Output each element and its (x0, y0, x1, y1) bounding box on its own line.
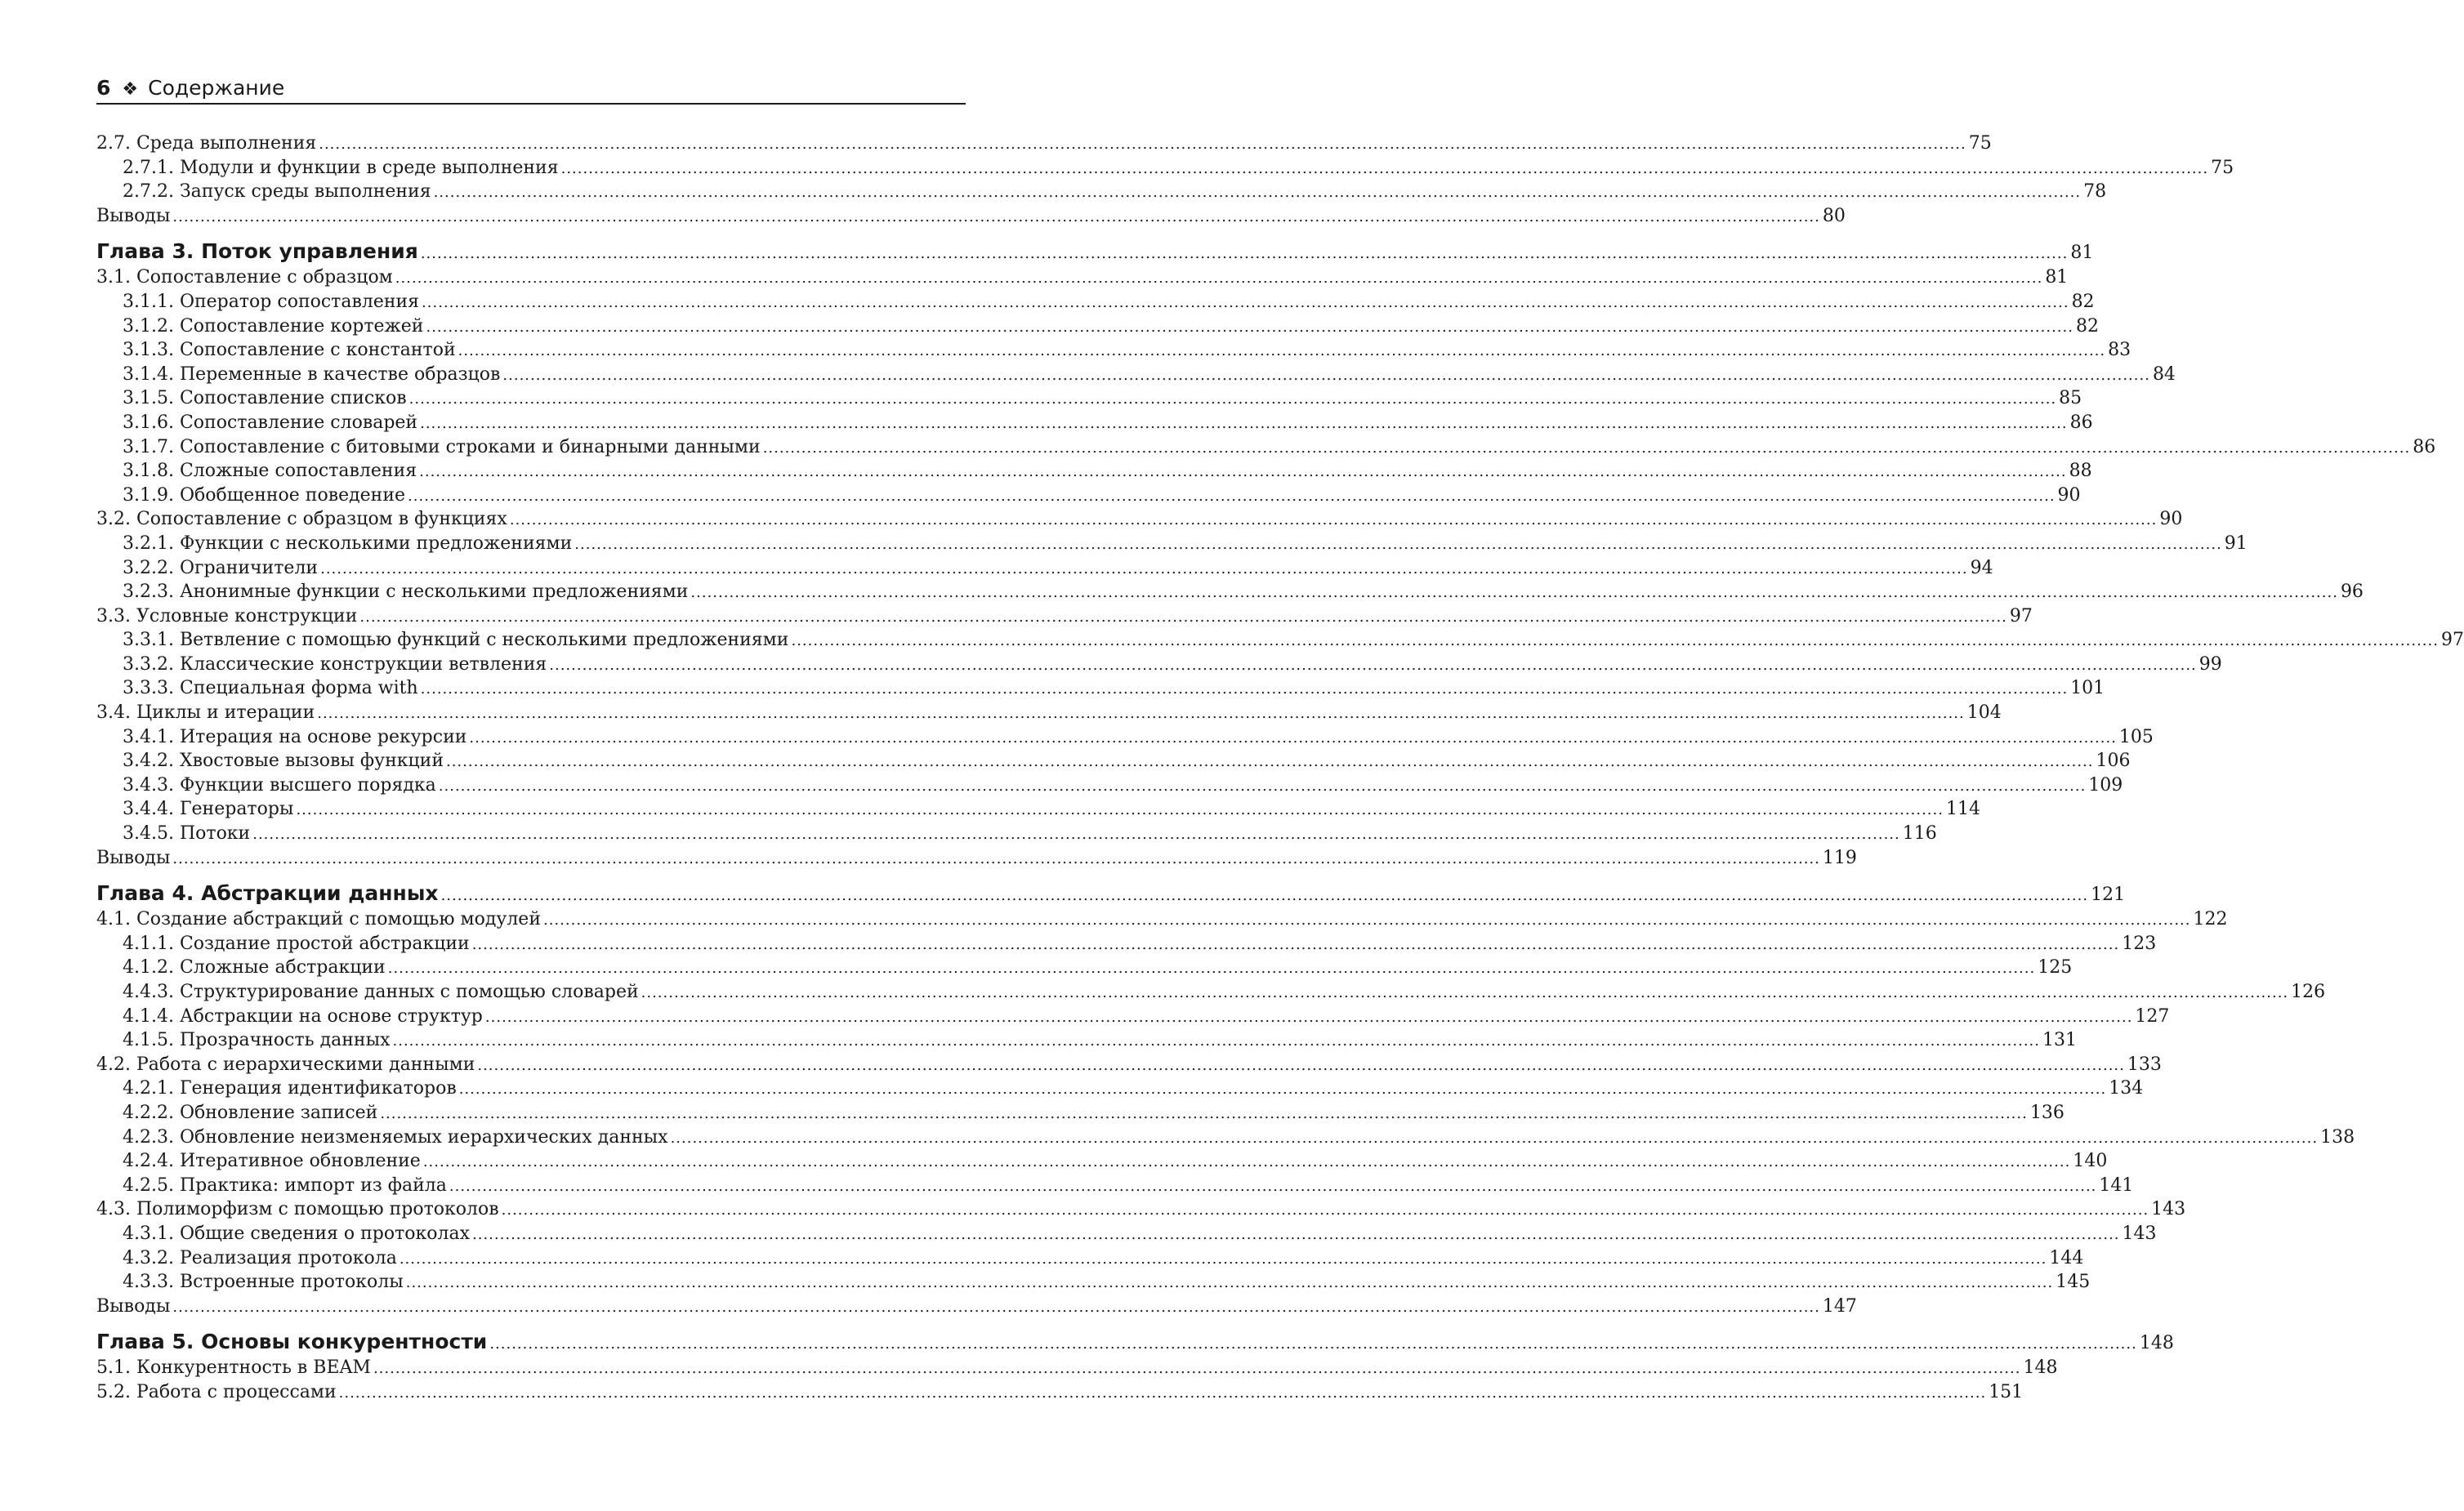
toc-entry-page: 138 (2320, 1126, 2355, 1148)
toc-entry-page: 126 (2291, 982, 2326, 1002)
toc-entry-page: 81 (2070, 243, 2094, 264)
toc-entry-title: Выводы (96, 1295, 171, 1317)
toc-entry-title: 2.7. Среда выполнения (96, 133, 317, 154)
toc-entry (96, 1246, 2084, 1271)
toc-entry-title: 4.1.1. Создание простой абстракции (123, 933, 470, 954)
toc-entry-title: 3.4.1. Итерация на основе рекурсии (123, 726, 467, 747)
toc-entry-page: 85 (2059, 388, 2082, 409)
toc-dot-leader: ............................................................................................................................................................................................................................................................................................................ (489, 1335, 2137, 1353)
toc-entry-page: 123 (2122, 933, 2157, 954)
toc-dot-leader: ............................................................................................................................................................................................................................................................................................................ (690, 584, 2338, 602)
toc-entry (96, 314, 2099, 339)
toc-dot-leader: ............................................................................................................................................................................................................................................................................................................ (422, 1153, 2071, 1171)
toc-entry-title: 4.3.1. Общие сведения о протоколах (123, 1223, 471, 1244)
toc-entry-title: 3.1.1. Оператор сопоставления (123, 291, 420, 312)
toc-dot-leader: ............................................................................................................................................................................................................................................................................................................ (172, 849, 1820, 867)
toc-dot-leader: ............................................................................................................................................................................................................................................................................................................ (320, 559, 1968, 577)
toc-entry-page: 78 (2083, 181, 2107, 203)
toc-entry-title: 3.3.3. Специальная форма with (123, 678, 418, 699)
toc-dot-leader: ............................................................................................................................................................................................................................................................................................................ (641, 984, 2289, 1001)
toc-entry-page: 105 (2118, 726, 2154, 747)
toc-entry (96, 435, 2436, 460)
toc-dot-leader: ............................................................................................................................................................................................................................................................................................................ (419, 463, 2067, 481)
toc-dot-leader: ............................................................................................................................................................................................................................................................................................................ (472, 1225, 2120, 1243)
toc-entry (96, 701, 2002, 725)
toc-entry-title: 3.3.1. Ветвление с помощью функций с несколькими предложениями (123, 630, 789, 651)
toc-dot-leader: ............................................................................................................................................................................................................................................................................................................ (420, 680, 2069, 698)
toc-entry-title: 4.1.5. Прозрачность данных (123, 1030, 391, 1051)
toc-entry-page: 104 (1966, 702, 2002, 724)
toc-entry (96, 822, 1937, 846)
toc-entry-page: 83 (2108, 340, 2131, 361)
toc-chapter-entry (96, 238, 2094, 265)
toc-entry-title: 4.2.4. Итеративное обновление (123, 1151, 421, 1172)
toc-entry-page: 127 (2135, 1005, 2170, 1027)
toc-entry-title: 4.4.3. Структурирование данных с помощью словарей (123, 982, 639, 1002)
toc-entry-page: 147 (1822, 1295, 1857, 1317)
toc-dot-leader: ............................................................................................................................................................................................................................................................................................................ (477, 1056, 2125, 1074)
toc-entry-title: 3.1.2. Сопоставление кортежей (123, 315, 424, 337)
running-head-title: Содержание (148, 76, 285, 100)
toc-entry (96, 484, 2081, 508)
toc-entry-title: 3.4.4. Генераторы (123, 799, 294, 820)
toc-entry (96, 1005, 2170, 1029)
toc-entry-page: 97 (2009, 605, 2033, 626)
toc-entry-title: 3.2.3. Анонимные функции с несколькими предложениями (123, 582, 689, 603)
toc-entry-title: 3.2.1. Функции с несколькими предложениями (123, 533, 573, 554)
toc-entry (96, 580, 2364, 604)
toc-entry-page: 119 (1822, 847, 1857, 868)
toc-entry (96, 1101, 2064, 1125)
toc-entry-title: 4.2. Работа с иерархическими данными (96, 1054, 475, 1075)
toc-dot-leader: ............................................................................................................................................................................................................................................................................................................ (762, 439, 2411, 457)
toc-entry-page: 121 (2091, 885, 2126, 906)
toc-dot-leader: ............................................................................................................................................................................................................................................................................................................ (502, 366, 2150, 384)
toc-entry-title: 4.2.1. Генерация идентификаторов (123, 1078, 457, 1099)
toc-entry (96, 290, 2095, 314)
toc-dot-leader: ............................................................................................................................................................................................................................................................................................................ (408, 390, 2057, 408)
toc-entry-page: 86 (2413, 436, 2436, 457)
toc-dot-leader: ............................................................................................................................................................................................................................................................................................................ (670, 1129, 2319, 1147)
toc-entry (96, 1380, 2024, 1405)
toc-entry-page: 84 (2152, 363, 2176, 385)
toc-entry-page: 90 (2159, 509, 2183, 530)
toc-dot-leader: ............................................................................................................................................................................................................................................................................................................ (405, 1274, 2054, 1292)
toc-entry (96, 265, 2069, 290)
toc-entry (96, 907, 2228, 932)
toc-dot-leader: ............................................................................................................................................................................................................................................................................................................ (380, 1104, 2028, 1122)
toc-entry-title: 4.1. Создание абстракций с помощью модулей (96, 909, 541, 930)
toc-dot-leader: ............................................................................................................................................................................................................................................................................................................ (387, 960, 2036, 978)
toc-entry-page: 125 (2038, 957, 2073, 978)
toc-entry-title: 4.2.2. Обновление записей (123, 1102, 378, 1123)
toc-dot-leader: ............................................................................................................................................................................................................................................................................................................ (458, 1081, 2107, 1099)
toc-dot-leader: ............................................................................................................................................................................................................................................................................................................ (172, 1298, 1820, 1316)
toc-entry-page: 143 (2151, 1199, 2186, 1220)
toc-entry-title: 3.4.2. Хвостовые вызовы функций (123, 751, 444, 772)
toc-entry-page: 148 (2023, 1357, 2058, 1379)
toc-dot-leader: ............................................................................................................................................................................................................................................................................................................ (373, 1360, 2021, 1378)
toc-dot-leader: ............................................................................................................................................................................................................................................................................................................ (426, 318, 2073, 336)
toc-entry-title: 4.3.2. Реализация протокола (123, 1247, 397, 1268)
toc-entry (96, 131, 1992, 156)
toc-entry-page: 145 (2056, 1272, 2091, 1293)
toc-entry (96, 1125, 2355, 1150)
toc-entry (96, 363, 2176, 387)
toc-dot-leader: ............................................................................................................................................................................................................................................................................................................ (471, 935, 2120, 953)
toc-entry (96, 1197, 2186, 1222)
toc-entry-title: Выводы (96, 847, 171, 868)
toc-entry-page: 133 (2127, 1054, 2162, 1075)
toc-dot-leader: ............................................................................................................................................................................................................................................................................................................ (501, 1201, 2149, 1219)
toc-entry (96, 556, 1993, 581)
toc-entry (96, 749, 2131, 773)
toc-entry-page: 143 (2122, 1223, 2157, 1244)
toc-entry-title: 3.1. Сопоставление с образцом (96, 267, 393, 288)
toc-entry-title: 5.2. Работа с процессами (96, 1381, 337, 1402)
toc-entry-page: 144 (2049, 1247, 2084, 1268)
toc-entry-title: 3.4. Циклы и итерации (96, 702, 315, 724)
toc-dot-leader: ............................................................................................................................................................................................................................................................................................................ (549, 656, 2197, 674)
toc-entry-page: 151 (1989, 1381, 2024, 1402)
toc-entry-title: 4.2.3. Обновление неизменяемых иерархических данных (123, 1126, 668, 1148)
toc-entry-title: 3.4.5. Потоки (123, 823, 251, 845)
toc-entry-page: 90 (2057, 484, 2081, 506)
toc-entry-page: 148 (2139, 1333, 2174, 1354)
toc-entry-title: 4.3.3. Встроенные протоколы (123, 1272, 404, 1293)
toc-entry (96, 725, 2154, 750)
toc-entry-page: 75 (1968, 133, 1992, 154)
toc-entry (96, 156, 2234, 181)
toc-entry-page: 82 (2075, 315, 2099, 337)
toc-entry (96, 1270, 2091, 1295)
toc-dot-leader: ............................................................................................................................................................................................................................................................................................................ (484, 1008, 2133, 1026)
toc-entry-title: 2.7.1. Модули и функции в среде выполнения (123, 157, 559, 178)
toc-dot-leader: ............................................................................................................................................................................................................................................................................................................ (542, 912, 2191, 929)
toc-dot-leader: ............................................................................................................................................................................................................................................................................................................ (458, 342, 2106, 360)
ornament-icon: ❖ (122, 79, 139, 100)
toc-entry (96, 628, 2464, 653)
toc-entry-title: Глава 5. Основы конкурентности (96, 1330, 488, 1354)
toc-entry-title: 3.1.5. Сопоставление списков (123, 388, 407, 409)
toc-dot-leader: ............................................................................................................................................................................................................................................................................................................ (420, 245, 2069, 263)
toc-entry-page: 140 (2073, 1151, 2108, 1172)
toc-dot-leader: ............................................................................................................................................................................................................................................................................................................ (445, 753, 2094, 771)
toc-entry (96, 653, 2222, 677)
toc-entry-page: 109 (2088, 774, 2123, 796)
toc-dot-leader: ............................................................................................................................................................................................................................................................................................................ (408, 487, 2056, 505)
toc-dot-leader: ............................................................................................................................................................................................................................................................................................................ (433, 184, 2082, 202)
toc-entry-page: 80 (1822, 205, 1846, 226)
toc-entry-page: 91 (2224, 533, 2248, 554)
toc-dot-leader: ............................................................................................................................................................................................................................................................................................................ (574, 535, 2222, 553)
toc-entry-title: 3.1.4. Переменные в качестве образцов (123, 363, 501, 385)
toc-dot-leader: ............................................................................................................................................................................................................................................................................................................ (392, 1032, 2041, 1050)
toc-entry (96, 180, 2107, 204)
toc-entry-title: 3.2.2. Ограничители (123, 557, 319, 578)
toc-chapter-entry (96, 1328, 2174, 1356)
toc-dot-leader: ............................................................................................................................................................................................................................................................................................................ (172, 207, 1820, 225)
toc-entry-title: 4.3. Полиморфизм с помощью протоколов (96, 1199, 499, 1220)
toc-entry (96, 532, 2248, 556)
toc-dot-leader: ............................................................................................................................................................................................................................................................................................................ (449, 1177, 2097, 1195)
toc-dot-leader: ............................................................................................................................................................................................................................................................................................................ (296, 801, 1944, 819)
toc-entry-title: 5.1. Конкурентность в BEAM (96, 1357, 371, 1379)
toc-entry (96, 956, 2073, 980)
toc-dot-leader: ............................................................................................................................................................................................................................................................................................................ (560, 159, 2209, 177)
toc-entry-title: Глава 4. Абстракции данных (96, 881, 439, 906)
toc-entry (96, 1222, 2157, 1246)
toc-entry-page: 116 (1902, 823, 1937, 845)
toc-entry-title: 4.1.2. Сложные абстракции (123, 957, 386, 978)
toc-entry-title: 3.1.7. Сопоставление с битовыми строками и бинарными данными (123, 436, 761, 457)
toc-entry-page: 97 (2440, 630, 2464, 651)
toc-entry (96, 1149, 2108, 1174)
toc-entry-page: 88 (2069, 461, 2092, 482)
toc-entry (96, 1076, 2144, 1101)
toc-dot-leader: ............................................................................................................................................................................................................................................................................................................ (791, 632, 2439, 650)
toc-entry-title: 3.1.9. Обобщенное поведение (123, 484, 406, 506)
toc-entry-title: 3.3. Условные конструкции (96, 605, 358, 626)
toc-dot-leader: ............................................................................................................................................................................................................................................................................................................ (438, 777, 2087, 795)
toc-entry (96, 386, 2082, 411)
toc-dot-leader: ............................................................................................................................................................................................................................................................................................................ (509, 511, 2158, 529)
toc-entry (96, 797, 1980, 822)
page-number: 6 (96, 76, 111, 100)
toc-dot-leader: ............................................................................................................................................................................................................................................................................................................ (252, 826, 1900, 844)
toc-entry-title: 4.2.5. Практика: импорт из файла (123, 1174, 447, 1196)
toc-entry-page: 82 (2071, 291, 2095, 312)
toc-dot-leader: ............................................................................................................................................................................................................................................................................................................ (440, 887, 2089, 905)
toc-entry-title: Глава 3. Поток управления (96, 239, 418, 264)
toc-entry (96, 204, 1846, 229)
toc-entry-page: 86 (2069, 412, 2093, 433)
toc-chapter-entry (96, 880, 2126, 907)
running-head (96, 74, 966, 103)
toc-entry (96, 459, 2092, 484)
toc-entry (96, 980, 2326, 1005)
toc-entry-title: 3.2. Сопоставление с образцом в функциях (96, 509, 507, 530)
toc-entry (96, 773, 2123, 798)
toc-dot-leader: ............................................................................................................................................................................................................................................................................................................ (395, 270, 2043, 287)
toc-dot-leader: ............................................................................................................................................................................................................................................................................................................ (420, 414, 2068, 432)
toc-entry-page: 136 (2029, 1102, 2064, 1123)
table-of-contents (96, 131, 2464, 1405)
toc-entry (96, 1356, 2058, 1380)
header-rule (96, 103, 966, 105)
toc-entry-page: 141 (2099, 1174, 2134, 1196)
toc-entry-title: 3.3.2. Классические конструкции ветвления (123, 653, 547, 675)
toc-dot-leader: ............................................................................................................................................................................................................................................................................................................ (319, 136, 1966, 153)
toc-entry-page: 131 (2042, 1030, 2078, 1051)
toc-entry-page: 106 (2096, 751, 2131, 772)
toc-entry (96, 1028, 2078, 1053)
toc-entry-page: 94 (1970, 557, 1993, 578)
toc-entry-page: 99 (2198, 653, 2222, 675)
toc-entry-title: 2.7.2. Запуск среды выполнения (123, 181, 431, 203)
toc-entry-page: 114 (1945, 799, 1980, 820)
toc-entry-title: 3.1.8. Сложные сопоставления (123, 461, 417, 482)
toc-entry (96, 932, 2157, 956)
toc-entry-title: 3.1.6. Сопоставление словарей (123, 412, 418, 433)
toc-dot-leader: ............................................................................................................................................................................................................................................................................................................ (338, 1384, 1987, 1402)
toc-dot-leader: ............................................................................................................................................................................................................................................................................................................ (422, 293, 2069, 311)
toc-entry (96, 411, 2093, 435)
toc-entry (96, 1053, 2162, 1077)
toc-entry (96, 846, 1857, 871)
toc-entry-title: 4.1.4. Абстракции на основе структур (123, 1005, 483, 1027)
toc-entry-page: 75 (2211, 157, 2234, 178)
toc-entry (96, 604, 2033, 629)
toc-entry (96, 507, 2183, 532)
toc-dot-leader: ............................................................................................................................................................................................................................................................................................................ (317, 705, 1965, 723)
toc-entry (96, 676, 2105, 701)
toc-entry-title: 3.1.3. Сопоставление с константой (123, 340, 456, 361)
toc-entry-page: 81 (2045, 267, 2069, 288)
toc-entry-title: Выводы (96, 205, 171, 226)
toc-entry-page: 96 (2340, 582, 2364, 603)
toc-entry (96, 338, 2131, 363)
toc-entry-page: 134 (2109, 1078, 2144, 1099)
toc-dot-leader: ............................................................................................................................................................................................................................................................................................................ (399, 1250, 2047, 1268)
toc-entry-page: 122 (2193, 909, 2228, 930)
toc-dot-leader: ............................................................................................................................................................................................................................................................................................................ (359, 608, 2007, 626)
toc-dot-leader: ............................................................................................................................................................................................................................................................................................................ (469, 729, 2117, 747)
toc-entry-page: 101 (2070, 678, 2105, 699)
toc-entry-title: 3.4.3. Функции высшего порядка (123, 774, 436, 796)
toc-entry (96, 1174, 2134, 1198)
toc-entry (96, 1295, 1857, 1319)
